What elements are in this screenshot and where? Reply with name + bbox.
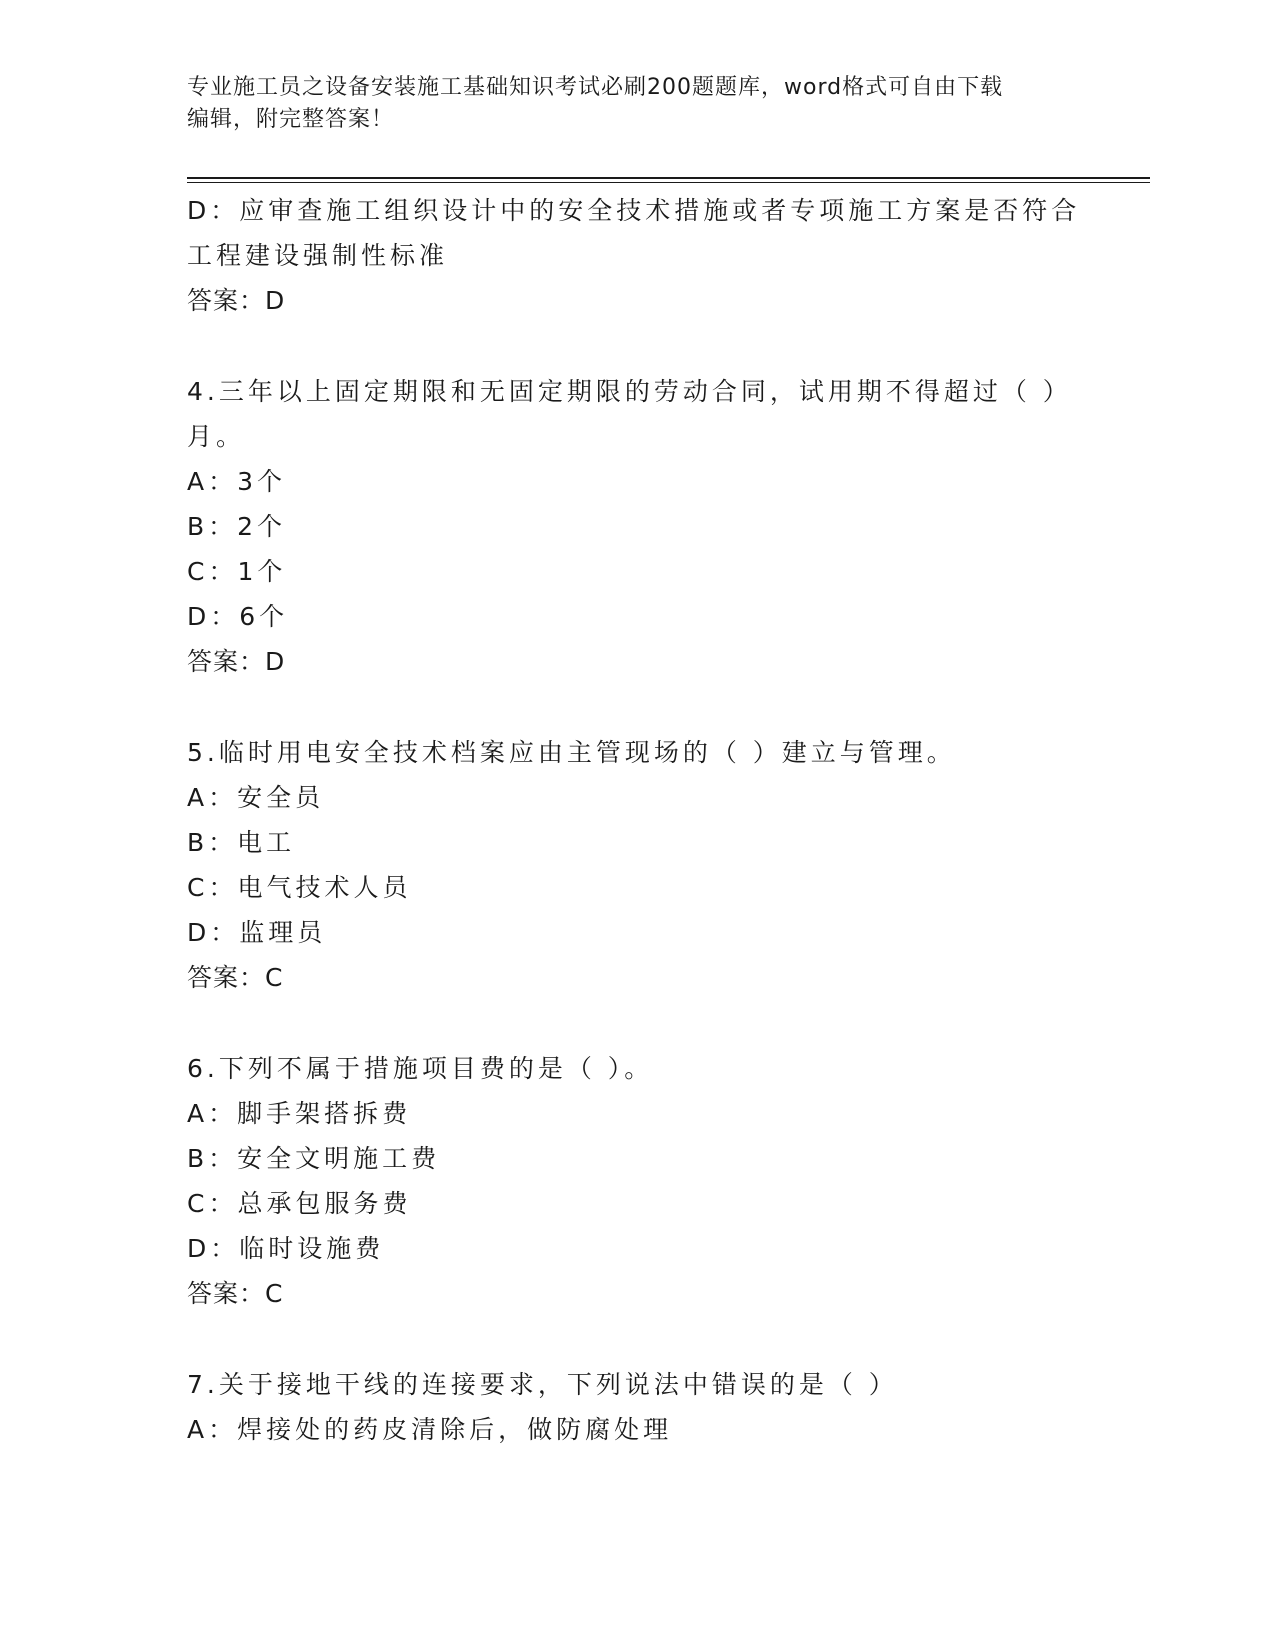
q3-answer: 答案：D (187, 286, 286, 315)
q6-option-c: C：总承包服务费 (187, 1189, 412, 1218)
question-3-tail (187, 188, 1087, 323)
question-4 (187, 369, 1087, 684)
spacer (187, 1000, 1087, 1046)
q6-option-a: A：脚手架搭拆费 (187, 1099, 412, 1128)
spacer (187, 1316, 1087, 1362)
header-title-line-2: 编辑，附完整答案！ (187, 107, 395, 132)
spacer (187, 323, 1087, 369)
question-5 (187, 730, 1087, 1000)
q7-option-a: A：焊接处的药皮清除后，做防腐处理 (187, 1415, 673, 1444)
q5-answer: 答案：C (187, 963, 284, 992)
q5-option-c: C：电气技术人员 (187, 873, 412, 902)
header-divider-thick (187, 177, 1150, 179)
q5-stem: 5.临时用电安全技术档案应由主管现场的（ ）建立与管理。 (187, 738, 956, 767)
header-title-line-1: 专业施工员之设备安装施工基础知识考试必刷200题题库，word格式可自由下载 (187, 75, 1004, 100)
q6-option-d: D：临时设施费 (187, 1234, 385, 1263)
q6-answer: 答案：C (187, 1279, 284, 1308)
q4-stem-line-2: 月。 (187, 422, 246, 451)
q4-stem-line-1: 4.三年以上固定期限和无固定期限的劳动合同，试用期不得超过（ ） (187, 377, 1072, 406)
q4-answer: 答案：D (187, 647, 286, 676)
q7-stem: 7.关于接地干线的连接要求，下列说法中错误的是（ ） (187, 1370, 898, 1399)
question-list (187, 188, 1087, 1452)
q4-option-c: C：1个 (187, 557, 287, 586)
q4-option-b: B：2个 (187, 512, 287, 541)
header-divider-thin (187, 182, 1150, 183)
q4-option-a: A：3个 (187, 467, 287, 496)
question-7 (187, 1362, 1087, 1452)
q6-stem: 6.下列不属于措施项目费的是（ ）。 (187, 1054, 654, 1083)
q3-option-d-line-2: 工程建设强制性标准 (187, 241, 449, 270)
document-header (187, 72, 1087, 136)
question-6 (187, 1046, 1087, 1316)
q5-option-b: B：电工 (187, 828, 296, 857)
q5-option-d: D：监理员 (187, 918, 327, 947)
q6-option-b: B：安全文明施工费 (187, 1144, 441, 1173)
q4-option-d: D：6个 (187, 602, 289, 631)
spacer (187, 684, 1087, 730)
q5-option-a: A：安全员 (187, 783, 325, 812)
q3-option-d-line-1: D：应审查施工组织设计中的安全技术措施或者专项施工方案是否符合 (187, 196, 1081, 225)
